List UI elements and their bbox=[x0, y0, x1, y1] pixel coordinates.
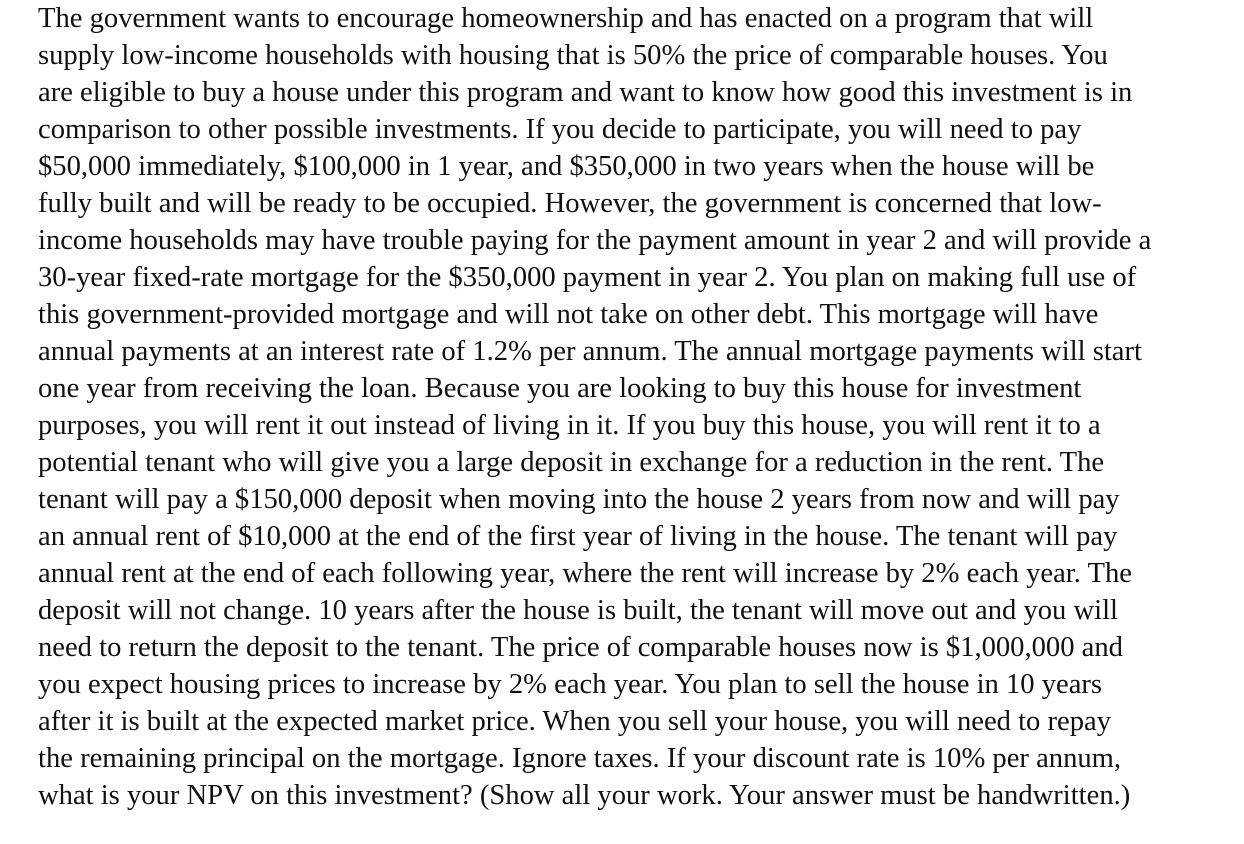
problem-text bbox=[38, 0, 1238, 814]
text-line: after it is built at the expected market price. When you sell your house, you will need to repay bbox=[38, 706, 1111, 737]
text-line: fully built and will be ready to be occupied. However, the government is concerned that low- bbox=[38, 188, 1102, 219]
text-line: tenant will pay a $150,000 deposit when moving into the house 2 years from now and will pay bbox=[38, 484, 1120, 515]
text-line: are eligible to buy a house under this program and want to know how good this investment is in bbox=[38, 77, 1133, 108]
text-line: need to return the deposit to the tenant. The price of comparable houses now is $1,000,000 and bbox=[38, 632, 1123, 663]
text-line: comparison to other possible investments. If you decide to participate, you will need to pay bbox=[38, 114, 1082, 145]
text-line: income households may have trouble paying for the payment amount in year 2 and will provide a bbox=[38, 225, 1152, 256]
text-line: annual rent at the end of each following year, where the rent will increase by 2% each year. The bbox=[38, 558, 1132, 589]
text-line: one year from receiving the loan. Because you are looking to buy this house for investment bbox=[38, 373, 1082, 404]
text-line: this government-provided mortgage and will not take on other debt. This mortgage will have bbox=[38, 299, 1099, 330]
text-line: potential tenant who will give you a large deposit in exchange for a reduction in the rent. The bbox=[38, 447, 1105, 478]
text-line: The government wants to encourage homeownership and has enacted on a program that will bbox=[38, 3, 1094, 34]
text-line: you expect housing prices to increase by 2% each year. You plan to sell the house in 10 years bbox=[38, 669, 1103, 700]
text-line: 30-year fixed-rate mortgage for the $350,000 payment in year 2. You plan on making full use of bbox=[38, 262, 1137, 293]
text-line: $50,000 immediately, $100,000 in 1 year, and $350,000 in two years when the house will be bbox=[38, 151, 1095, 182]
text-line: supply low-income households with housing that is 50% the price of comparable houses. You bbox=[38, 40, 1108, 71]
text-line: deposit will not change. 10 years after the house is built, the tenant will move out and you will bbox=[38, 595, 1118, 626]
text-line: the remaining principal on the mortgage. Ignore taxes. If your discount rate is 10% per annum, bbox=[38, 743, 1122, 774]
text-line: an annual rent of $10,000 at the end of the first year of living in the house. The tenant will pay bbox=[38, 521, 1118, 552]
text-line: annual payments at an interest rate of 1.2% per annum. The annual mortgage payments will start bbox=[38, 336, 1142, 367]
text-line: what is your NPV on this investment? (Show all your work. Your answer must be handwritten.) bbox=[38, 780, 1131, 811]
text-line: purposes, you will rent it out instead of living in it. If you buy this house, you will rent it to a bbox=[38, 410, 1101, 441]
